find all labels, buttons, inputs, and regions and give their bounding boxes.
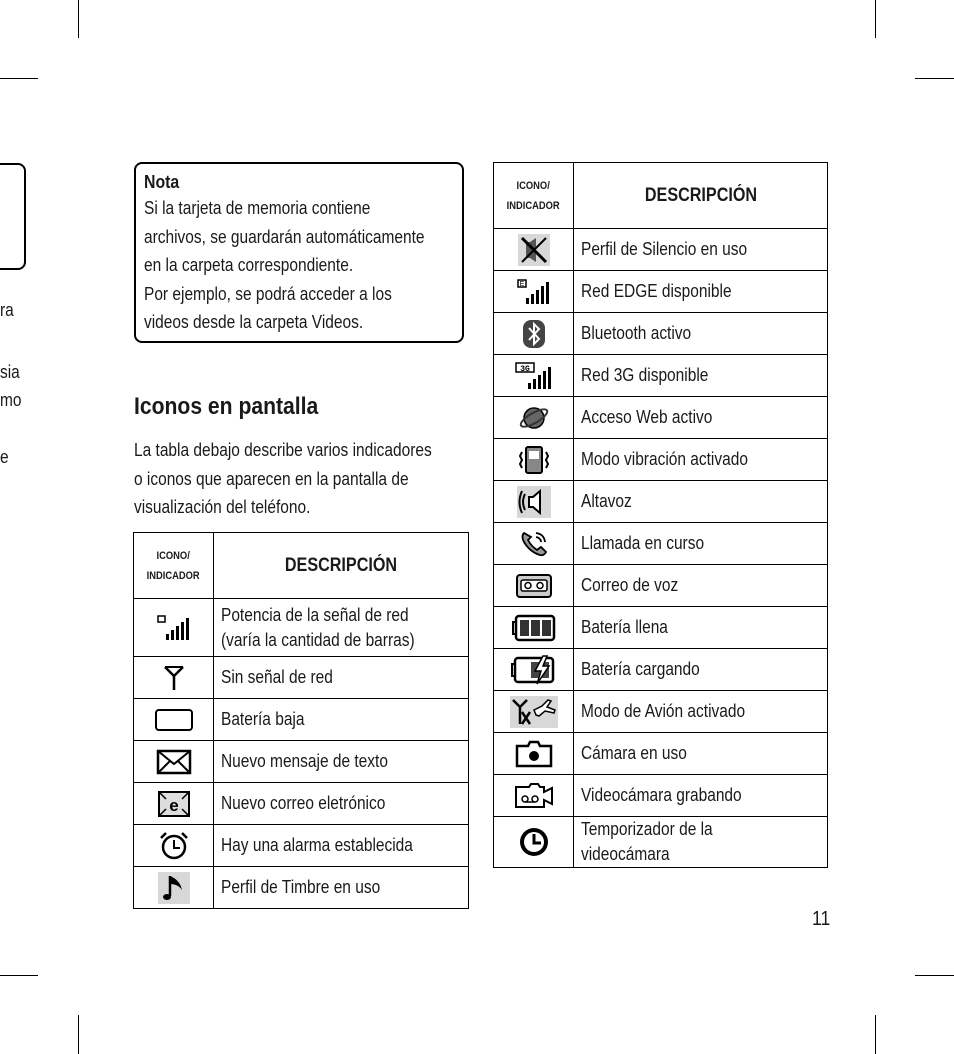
svg-text:3G: 3G [519,364,530,374]
web-globe-icon [494,397,574,439]
table-row [494,607,828,649]
table-row [494,271,828,313]
table-row [134,741,469,783]
table-cell-description: Sin señal de red [214,657,469,699]
table-row [494,817,828,868]
note-box [134,162,464,343]
note-title: Nota [144,172,180,192]
table-cell-description: Altavoz [574,481,828,523]
table-row [134,867,469,909]
3g-network-icon [494,355,574,397]
camera-icon [494,733,574,775]
voicemail-icon [494,565,574,607]
table-cell-description: Llamada en curso [574,523,828,565]
table-row [494,481,828,523]
table-row [494,733,828,775]
table-row [494,523,828,565]
edge-network-icon [494,271,574,313]
table-row [494,355,828,397]
table-cell-description: Red EDGE disponible [574,271,828,313]
battery-low-icon [134,699,214,741]
crop-mark [78,0,79,38]
vibration-icon [494,439,574,481]
table-header-description: DESCRIPCIÓN [214,533,469,599]
table-cell-description: Hay una alarma establecida [214,825,469,867]
battery-full-icon [494,607,574,649]
table-row [494,313,828,355]
table-cell-description: Potencia de la señal de red (varía la cantidad de barras) [214,599,469,657]
table-row [494,649,828,691]
crop-mark [875,1015,876,1054]
table-cell-description: Perfil de Silencio en uso [574,229,828,271]
adjacent-page-box [0,163,26,270]
table-row [134,783,469,825]
table-header-description: DESCRIPCIÓN [574,163,828,229]
music-note-icon [134,867,214,909]
speaker-icon [494,481,574,523]
table-cell-description: Modo de Avión activado [574,691,828,733]
table-row [134,657,469,699]
adjacent-page-text: mo [0,390,22,410]
table-cell-description: Batería cargando [574,649,828,691]
crop-mark [875,0,876,38]
table-header-icon: ICONO/ INDICADOR [494,163,574,229]
page-number: 11 [812,908,831,930]
phone-call-icon [494,523,574,565]
table-row [494,397,828,439]
table-cell-description: Cámara en uso [574,733,828,775]
section-intro: La tabla debajo describe varios indicadores o iconos que aparecen en la pantalla de visualización del teléfono. [134,440,432,517]
crop-mark [78,1015,79,1054]
adjacent-page-text: e [0,447,9,467]
table-row [494,775,828,817]
table-cell-description: Temporizador de la videocámara [574,817,828,868]
table-cell-description: Modo vibración activado [574,439,828,481]
crop-mark [0,78,38,79]
table-cell-description: Videocámara grabando [574,775,828,817]
table-cell-description: Nuevo correo eletrónico [214,783,469,825]
table-row [494,229,828,271]
table-cell-description: Perfil de Timbre en uso [214,867,469,909]
crop-mark [915,975,954,976]
battery-charging-icon [494,649,574,691]
table-header-icon: ICONO/ INDICADOR [134,533,214,599]
table-row [494,565,828,607]
envelope-icon [134,741,214,783]
table-cell-description: Acceso Web activo [574,397,828,439]
adjacent-page-text: sia [0,362,20,382]
crop-mark [915,78,954,79]
crop-mark [0,975,38,976]
email-icon [134,783,214,825]
table-row [134,599,469,657]
table-cell-description: Red 3G disponible [574,355,828,397]
table-cell-description: Batería baja [214,699,469,741]
bluetooth-icon [494,313,574,355]
section-heading: Iconos en pantalla [134,393,319,420]
camcorder-timer-icon [494,817,574,868]
left-icon-table [133,532,469,909]
signal-strength-icon [134,599,214,657]
right-icon-table [493,162,828,868]
svg-text:e: e [168,795,179,815]
table-cell-description: Batería llena [574,607,828,649]
svg-text:E: E [519,280,524,288]
table-row [134,825,469,867]
table-cell-description: Correo de voz [574,565,828,607]
no-signal-icon [134,657,214,699]
table-row [494,691,828,733]
alarm-clock-icon [134,825,214,867]
table-row [494,439,828,481]
camcorder-recording-icon [494,775,574,817]
table-row [134,699,469,741]
adjacent-page-text: ra [0,300,14,320]
airplane-mode-icon [494,691,574,733]
note-body: Si la tarjeta de memoria contiene archivos, se guardarán automáticamente en la carpeta correspondiente. Por ejemplo, se podrá acceder a los videos desde la carpeta Videos. [144,198,425,332]
silent-profile-icon [494,229,574,271]
table-cell-description: Bluetooth activo [574,313,828,355]
table-cell-description: Nuevo mensaje de texto [214,741,469,783]
